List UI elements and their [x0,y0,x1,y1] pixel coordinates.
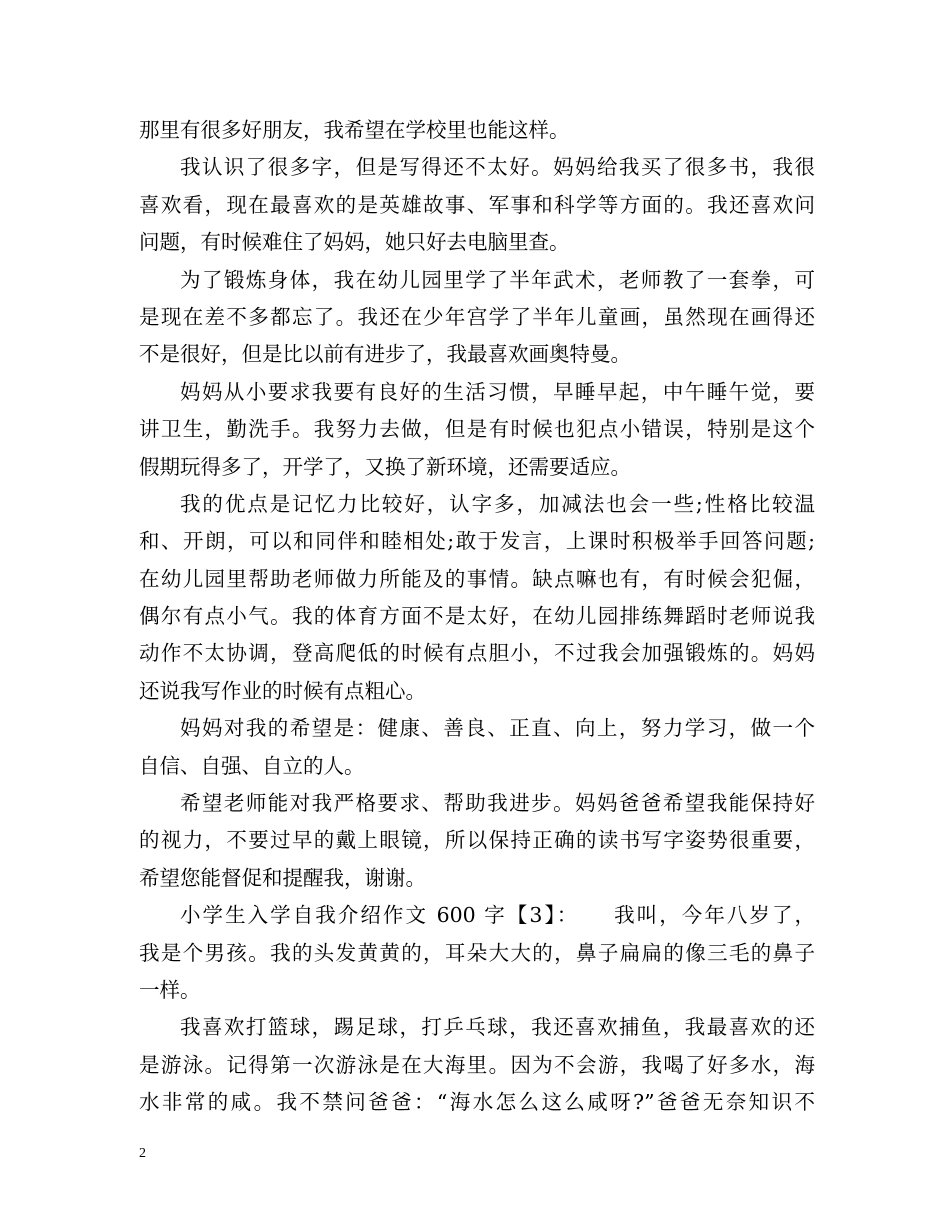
text-line: 一样。 [139,977,201,1002]
text-line: 还说我写作业的时候有点粗心。 [139,678,426,703]
paragraph [139,897,815,1009]
paragraph [139,1009,815,1121]
text-line: 偶尔有点小气。我的体育方面不是太好，在幼儿园排练舞蹈时老师说我 [139,604,815,629]
text-line: 是游泳。记得第一次游泳是在大海里。因为不会游，我喝了好多水，海 [139,1052,815,1077]
paragraph [139,710,815,785]
text-line: 是现在差不多都忘了。我还在少年宫学了半年儿童画，虽然现在画得还 [139,304,815,329]
text-line: 假期玩得多了，开学了，又换了新环境，还需要适应。 [139,454,631,479]
text-line: 希望老师能对我严格要求、帮助我进步。妈妈爸爸希望我能保持好 [180,791,815,816]
text-line: 在幼儿园里帮助老师做力所能及的事情。缺点嘛也有，有时候会犯倔， [139,566,815,591]
text-line: 喜欢看，现在最喜欢的是英雄故事、军事和科学等方面的。我还喜欢问 [139,192,815,217]
paragraph [139,486,815,710]
paragraph [139,374,815,486]
text-line: 不是很好，但是比以前有进步了，我最喜欢画奥特曼。 [139,342,631,367]
text-line: 希望您能督促和提醒我，谢谢。 [139,865,426,890]
text-line: 那里有很多好朋友，我希望在学校里也能这样。 [139,118,570,142]
text-line: 讲卫生，勤洗手。我努力去做，但是有时候也犯点小错误，特别是这个 [139,417,815,442]
text-line: 自信、自强、自立的人。 [139,753,365,778]
paragraph [139,785,815,897]
text-line: 问题，有时候难住了妈妈，她只好去电脑里查。 [139,230,570,255]
text-line: 我喜欢打篮球，踢足球，打乒乓球，我还喜欢捕鱼，我最喜欢的还 [180,1015,815,1040]
text-line: 我是个男孩。我的头发黄黄的，耳朵大大的，鼻子扁扁的像三毛的鼻子 [139,940,815,965]
paragraph [139,262,815,374]
text-line: 我认识了很多字，但是写得还不太好。妈妈给我买了很多书，我很 [180,155,815,180]
paragraph [139,112,815,149]
text-line: 的视力，不要过早的戴上眼镜，所以保持正确的读书写字姿势很重要， [139,828,815,853]
document-body [139,112,815,1122]
text-line: 妈妈从小要求我要有良好的生活习惯，早睡早起，中午睡午觉，要 [180,379,815,404]
text-line: 为了锻炼身体，我在幼儿园里学了半年武术，老师教了一套拳，可 [180,267,815,292]
page-number: 2 [139,1146,146,1161]
text-line: 和、开朗，可以和同伴和睦相处;敢于发言，上课时积极举手回答问题; [139,529,815,554]
text-line: 我的优点是记忆力比较好，认字多，加减法也会一些;性格比较温 [180,491,815,516]
text-line: 动作不太协调，登高爬低的时候有点胆小，不过我会加强锻炼的。妈妈 [139,641,815,666]
text-line: 水非常的咸。我不禁问爸爸：“海水怎么这么咸呀?”爸爸无奈知识不 [139,1090,815,1115]
text-line: 妈妈对我的希望是：健康、善良、正直、向上，努力学习，做一个 [180,716,815,741]
text-line: 小学生入学自我介绍作文 600 字【3】： 我叫，今年八岁了， [180,903,815,928]
paragraph [139,149,815,261]
